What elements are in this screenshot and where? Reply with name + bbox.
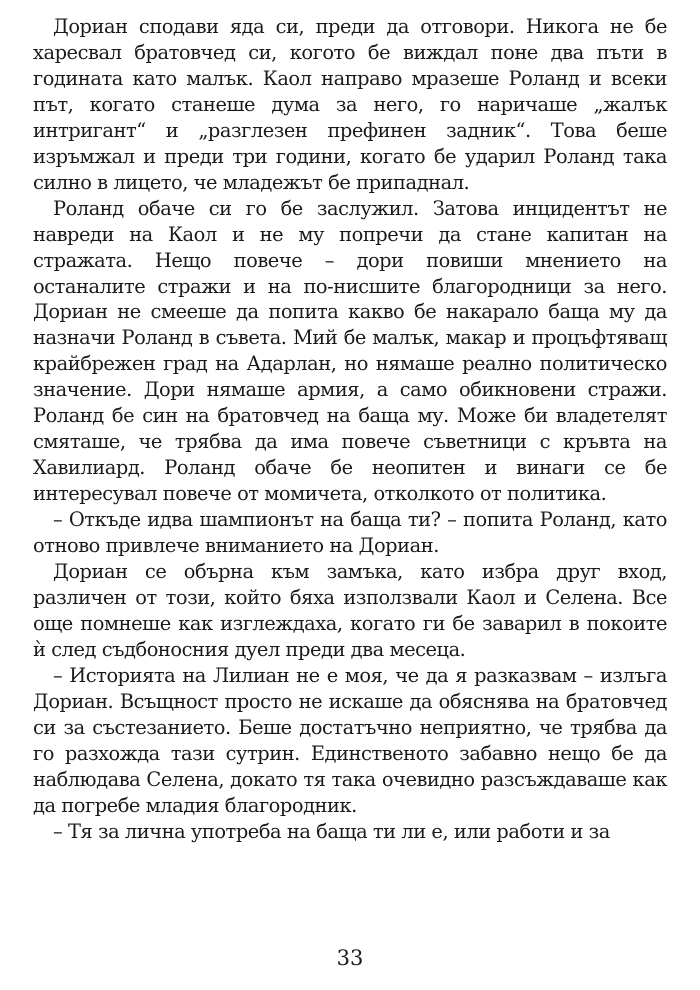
page-number: 33 <box>336 946 364 970</box>
page-body <box>33 14 667 845</box>
paragraph-2: Роланд обаче си го бе заслужил. Затова инцидентът не навреди на Каол и не му попречи да стане капитан на стражата. Нещо повече – дори повиши мнението на останалите стражи и на по-нисшите благородници за него. Дориан не смееше да попита какво бе накарало баща му да назначи Роланд в съвета. Мий бе малък, макар и процъфтяващ крайбрежен град на Адарлан, но нямаше реално политическо значение. Дори нямаше армия, а само обикновени стражи. Роланд бе син на братовчед на баща му. Може би владетелят смяташе, че трябва да има повече съветници с кръвта на Хавилиард. Роланд обаче бе неопитен и винаги се бе интересувал повече от момичета, отколкото от политика. <box>33 196 667 506</box>
paragraph-6: – Тя за лична употреба на баща ти ли е, или работи и за <box>53 819 610 843</box>
paragraph-4: Дориан се обърна към замъка, като избра друг вход, различен от този, който бяха използвали Каол и Селена. Все още помнеше как изглеждаха, когато ги бе заварил в покоите ѝ след съдбоносния дуел преди два месеца. <box>33 560 667 661</box>
paragraph-5: – Историята на Лилиан не е моя, че да я разказвам – излъга Дориан. Всъщност просто не искаше да обяснява на братовчед си за състезанието. Беше достатъчно неприятно, че трябва да го разхожда тази сутрин. Единственото забавно нещо бе да наблюдава Селена, докато тя така очевидно разсъждаваше как да погребе младия благородник. <box>33 663 667 817</box>
paragraph-3: – Откъде идва шампионът на баща ти? – попита Роланд, като отново привлече вниманието на Дориан. <box>33 508 667 558</box>
paragraph-1: Дориан сподави яда си, преди да отговори. Никога не бе харесвал братовчед си, когото бе виждал поне два пъти в годината като малък. Каол направо мразеше Роланд и всеки път, когато станеше дума за него, го наричаше „жалък интригант“ и „разглезен префинен задник“. Това беше изръмжал и преди три години, когато бе ударил Роланд така силно в лицето, че младежът бе припаднал. <box>33 15 667 194</box>
